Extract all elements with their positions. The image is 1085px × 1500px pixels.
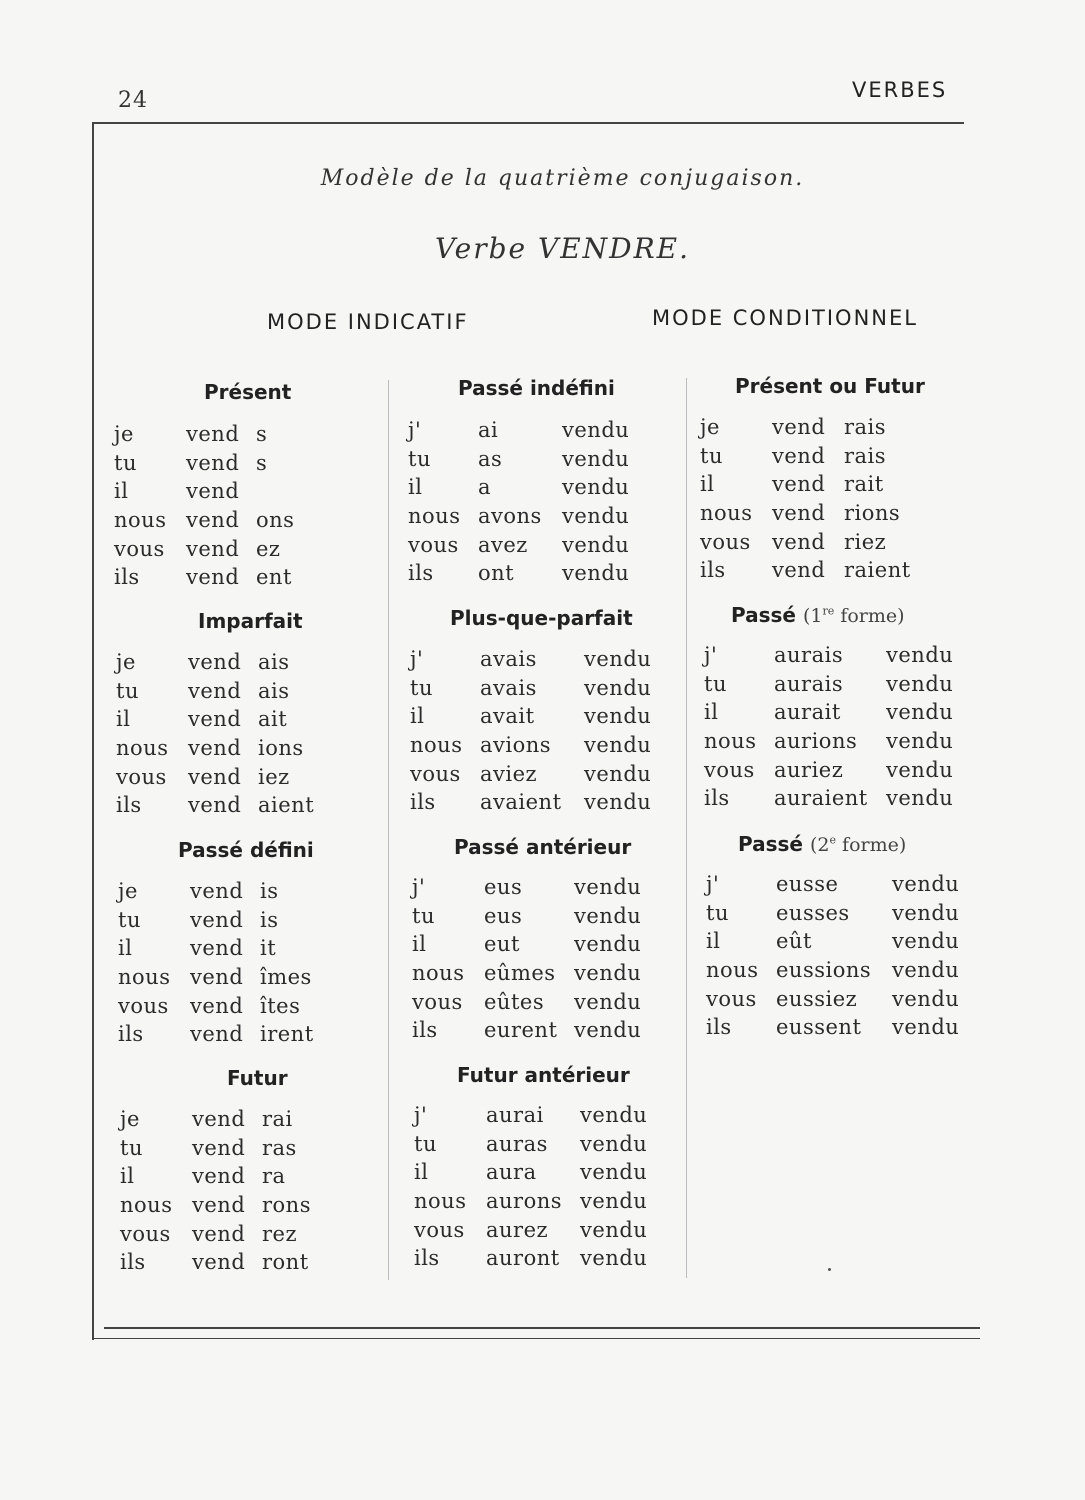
auxiliary: eûtes: [484, 989, 545, 1014]
column-divider: [388, 380, 389, 1280]
auxiliary: eûmes: [484, 961, 556, 986]
participle: vendu: [574, 961, 642, 986]
ending: îmes: [260, 965, 312, 990]
participle: vendu: [892, 929, 960, 954]
pronoun: tu: [120, 1135, 143, 1160]
pronoun: il: [114, 479, 129, 504]
pronoun: vous: [412, 989, 463, 1014]
ending: ras: [262, 1135, 297, 1160]
auxiliary: aurai: [486, 1103, 544, 1127]
verb-title: Verbe VENDRE.: [434, 232, 691, 265]
pronoun: ils: [410, 790, 436, 815]
auxiliary: eut: [484, 932, 520, 957]
ending: ions: [258, 736, 304, 761]
participle: vendu: [886, 729, 954, 754]
tense-heading-label: Passé: [738, 832, 803, 856]
pronoun: ils: [412, 1018, 438, 1043]
participle: vendu: [584, 675, 652, 700]
participle: vendu: [584, 647, 652, 671]
auxiliary: avaient: [480, 790, 562, 815]
auxiliary: ai: [478, 418, 499, 442]
ending: raient: [844, 558, 911, 583]
participle: vendu: [562, 446, 630, 471]
stem: vend: [188, 793, 242, 818]
stem: vend: [188, 736, 242, 761]
pronoun: nous: [114, 508, 167, 533]
stem: vend: [188, 707, 242, 732]
column-divider: [686, 378, 687, 1278]
participle: vendu: [584, 733, 652, 758]
ending: rais: [844, 415, 887, 439]
pronoun: vous: [408, 532, 459, 557]
pronoun: il: [700, 472, 715, 497]
pronoun: tu: [408, 446, 431, 471]
auxiliary: ont: [478, 561, 515, 586]
participle: vendu: [574, 875, 642, 899]
stem: vend: [186, 479, 240, 504]
pronoun: vous: [704, 757, 755, 782]
pronoun: ils: [408, 561, 434, 586]
ending: ra: [262, 1164, 286, 1189]
pronoun: tu: [412, 903, 435, 928]
participle: vendu: [580, 1189, 648, 1214]
participle: vendu: [580, 1103, 648, 1127]
forme-note: (2e forme): [809, 833, 907, 856]
auxiliary: aura: [486, 1160, 537, 1185]
pronoun: j': [704, 643, 718, 667]
mode-indicatif-heading: MODE INDICATIF: [267, 310, 469, 334]
participle: vendu: [562, 561, 630, 586]
stem: vend: [186, 508, 240, 533]
participle: vendu: [574, 932, 642, 957]
stem: vend: [192, 1135, 246, 1160]
ending: ais: [258, 650, 290, 674]
auxiliary: auras: [486, 1131, 548, 1156]
pronoun: tu: [414, 1131, 437, 1156]
auxiliary: eusses: [776, 900, 850, 925]
participle: vendu: [562, 418, 630, 442]
auxiliary: aurais: [774, 643, 844, 667]
stem: vend: [772, 501, 826, 526]
ending: ront: [262, 1250, 309, 1275]
pronoun: il: [116, 707, 131, 732]
participle: vendu: [562, 532, 630, 557]
stem: vend: [772, 529, 826, 554]
stem: vend: [188, 764, 242, 789]
stem: vend: [188, 678, 242, 703]
tense-heading-cond-passe-2: [738, 832, 906, 856]
pronoun: j': [408, 418, 422, 442]
pronoun: ils: [414, 1246, 440, 1271]
ending: it: [260, 936, 277, 961]
participle: vendu: [574, 1018, 642, 1043]
pronoun: il: [408, 475, 423, 500]
auxiliary: avons: [478, 504, 542, 529]
pronoun: vous: [118, 993, 169, 1018]
pronoun: il: [704, 700, 719, 725]
auxiliary: aurais: [774, 671, 844, 696]
auxiliary: eussent: [776, 1015, 862, 1040]
stem: vend: [188, 650, 242, 674]
stem: vend: [190, 993, 244, 1018]
auxiliary: auraient: [774, 786, 868, 811]
stray-dot: [828, 1268, 831, 1271]
bottom-rule-lower: [92, 1338, 980, 1339]
participle: vendu: [562, 504, 630, 529]
pronoun: vous: [700, 529, 751, 554]
auxiliary: eût: [776, 929, 812, 954]
pronoun: tu: [116, 678, 139, 703]
participle: vendu: [580, 1160, 648, 1185]
ending: îtes: [260, 993, 301, 1018]
forme-number: 1: [810, 605, 823, 627]
stem: vend: [192, 1193, 246, 1218]
ending: ais: [258, 678, 290, 703]
stem: vend: [772, 415, 826, 439]
stem: vend: [186, 536, 240, 561]
left-rule: [92, 122, 94, 1340]
pronoun: vous: [114, 536, 165, 561]
stem: vend: [192, 1250, 246, 1275]
forme-number: 2: [817, 834, 830, 856]
tense-heading-present: Présent: [204, 380, 292, 404]
pronoun: nous: [414, 1189, 467, 1214]
page-number: 24: [118, 88, 148, 113]
auxiliary: avez: [478, 532, 528, 557]
tense-heading-cond-passe-1: [731, 603, 905, 627]
stem: vend: [772, 558, 826, 583]
stem: vend: [186, 422, 240, 446]
pronoun: ils: [120, 1250, 146, 1275]
ending: ait: [258, 707, 288, 732]
pronoun: nous: [704, 729, 757, 754]
pronoun: je: [114, 422, 134, 446]
pronoun: vous: [410, 761, 461, 786]
stem: vend: [192, 1221, 246, 1246]
tense-heading-plus-que-parfait: Plus-que-parfait: [450, 606, 633, 630]
ending: riez: [844, 529, 887, 554]
stem: vend: [772, 443, 826, 468]
stem: vend: [772, 472, 826, 497]
auxiliary: eussiez: [776, 986, 858, 1011]
pronoun: il: [706, 929, 721, 954]
tense-heading-passe-defini: Passé défini: [178, 838, 314, 862]
ending: is: [260, 879, 279, 903]
tense-heading-imparfait: Imparfait: [198, 609, 303, 633]
ending: rons: [262, 1193, 311, 1218]
mode-conditionnel-heading: MODE CONDITIONNEL: [652, 306, 918, 330]
ending: iez: [258, 764, 290, 789]
ending: rais: [844, 443, 887, 468]
pronoun: je: [700, 415, 720, 439]
pronoun: ils: [700, 558, 726, 583]
stem: vend: [190, 936, 244, 961]
tense-heading-label: Passé: [731, 603, 796, 627]
stem: vend: [190, 879, 244, 903]
pronoun: nous: [706, 958, 759, 983]
pronoun: ils: [116, 793, 142, 818]
participle: vendu: [562, 475, 630, 500]
pronoun: ils: [118, 1022, 144, 1047]
ending: ez: [256, 536, 281, 561]
pronoun: ils: [706, 1015, 732, 1040]
participle: vendu: [892, 900, 960, 925]
participle: vendu: [580, 1246, 648, 1271]
auxiliary: eus: [484, 903, 523, 928]
pronoun: j': [412, 875, 426, 899]
participle: vendu: [892, 986, 960, 1011]
participle: vendu: [574, 989, 642, 1014]
auxiliary: aurons: [486, 1189, 563, 1214]
tense-heading-cond-present: Présent ou Futur: [735, 374, 925, 398]
auxiliary: avait: [480, 704, 535, 729]
participle: vendu: [580, 1217, 648, 1242]
pronoun: nous: [120, 1193, 173, 1218]
ending: aient: [258, 793, 315, 818]
participle: vendu: [886, 671, 954, 696]
ending: ons: [256, 508, 295, 533]
auxiliary: eus: [484, 875, 523, 899]
stem: vend: [190, 907, 244, 932]
pronoun: il: [412, 932, 427, 957]
pronoun: il: [120, 1164, 135, 1189]
participle: vendu: [584, 790, 652, 815]
pronoun: j': [706, 872, 720, 896]
stem: vend: [190, 1022, 244, 1047]
pronoun: il: [118, 936, 133, 961]
tense-heading-passe-indefini: Passé indéfini: [458, 376, 615, 400]
auxiliary: aviez: [480, 761, 538, 786]
auxiliary: as: [478, 446, 503, 471]
auxiliary: avais: [480, 675, 537, 700]
pronoun: nous: [408, 504, 461, 529]
auxiliary: aurions: [774, 729, 858, 754]
bottom-rule: [104, 1327, 980, 1329]
auxiliary: eussions: [776, 958, 872, 983]
pronoun: nous: [116, 736, 169, 761]
pronoun: vous: [414, 1217, 465, 1242]
pronoun: tu: [118, 907, 141, 932]
ending: rai: [262, 1107, 293, 1131]
pronoun: nous: [118, 965, 171, 990]
pronoun: il: [414, 1160, 429, 1185]
auxiliary: auront: [486, 1246, 560, 1271]
ending: rions: [844, 501, 901, 526]
stem: vend: [192, 1164, 246, 1189]
stem: vend: [186, 450, 240, 475]
pronoun: je: [120, 1107, 140, 1131]
pronoun: tu: [114, 450, 137, 475]
auxiliary: avions: [480, 733, 552, 758]
participle: vendu: [886, 786, 954, 811]
ending: s: [256, 450, 268, 475]
pronoun: j': [414, 1103, 428, 1127]
model-title: Modèle de la quatrième conjugaison.: [320, 166, 805, 191]
ending: is: [260, 907, 279, 932]
pronoun: tu: [704, 671, 727, 696]
participle: vendu: [892, 872, 960, 896]
tense-heading-futur-anterieur: Futur antérieur: [457, 1063, 630, 1087]
auxiliary: aurez: [486, 1217, 549, 1242]
pronoun: vous: [120, 1221, 171, 1246]
ending: ent: [256, 565, 292, 590]
forme-word: forme: [842, 834, 899, 856]
top-rule: [92, 122, 964, 124]
running-header: VERBES: [852, 78, 948, 102]
auxiliary: eusse: [776, 872, 839, 896]
pronoun: il: [410, 704, 425, 729]
participle: vendu: [580, 1131, 648, 1156]
auxiliary: aurait: [774, 700, 841, 725]
tense-heading-futur: Futur: [227, 1066, 288, 1090]
tense-heading-passe-anterieur: Passé antérieur: [454, 835, 632, 859]
stem: vend: [190, 965, 244, 990]
auxiliary: a: [478, 475, 492, 500]
pronoun: nous: [410, 733, 463, 758]
stem: vend: [186, 565, 240, 590]
pronoun: ils: [704, 786, 730, 811]
pronoun: nous: [700, 501, 753, 526]
pronoun: tu: [706, 900, 729, 925]
pronoun: nous: [412, 961, 465, 986]
pronoun: vous: [706, 986, 757, 1011]
participle: vendu: [584, 704, 652, 729]
pronoun: je: [118, 879, 138, 903]
ending: rez: [262, 1221, 298, 1246]
pronoun: je: [116, 650, 136, 674]
auxiliary: avais: [480, 647, 537, 671]
forme-note: (1re forme): [802, 604, 905, 627]
participle: vendu: [892, 958, 960, 983]
forme-superscript: re: [822, 604, 835, 618]
pronoun: vous: [116, 764, 167, 789]
ending: s: [256, 422, 268, 446]
participle: vendu: [584, 761, 652, 786]
ending: rait: [844, 472, 884, 497]
pronoun: ils: [114, 565, 140, 590]
participle: vendu: [886, 700, 954, 725]
forme-superscript: e: [829, 833, 836, 847]
stem: vend: [192, 1107, 246, 1131]
participle: vendu: [886, 643, 954, 667]
auxiliary: auriez: [774, 757, 844, 782]
pronoun: tu: [410, 675, 433, 700]
participle: vendu: [574, 903, 642, 928]
pronoun: tu: [700, 443, 723, 468]
participle: vendu: [892, 1015, 960, 1040]
participle: vendu: [886, 757, 954, 782]
forme-word: forme: [840, 605, 898, 627]
pronoun: j': [410, 647, 424, 671]
ending: irent: [260, 1022, 314, 1047]
auxiliary: eurent: [484, 1018, 558, 1043]
